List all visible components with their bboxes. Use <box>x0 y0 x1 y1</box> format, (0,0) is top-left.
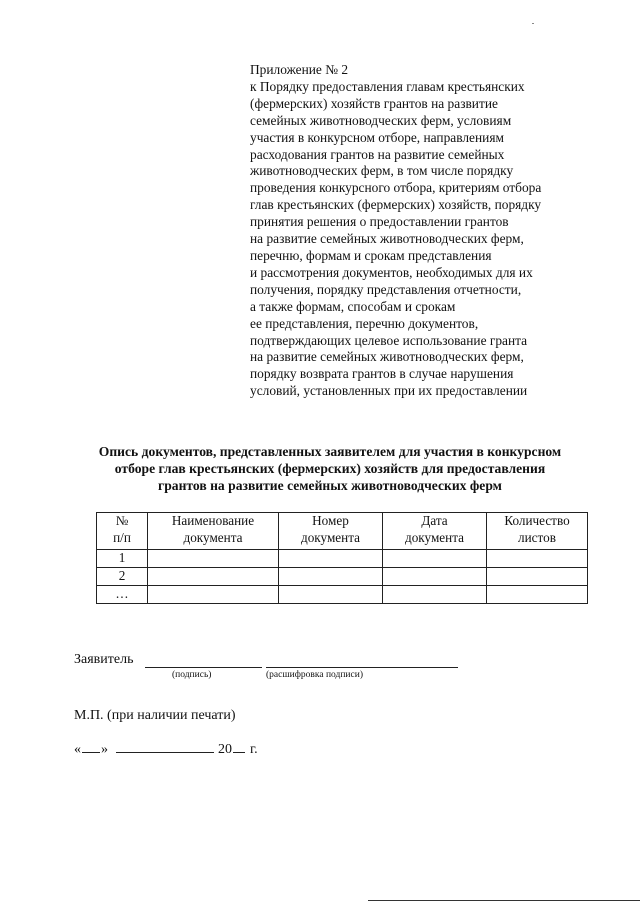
appendix-line: а также формам, способам и срокам <box>250 298 456 314</box>
header-line: № <box>115 513 129 528</box>
header-line: Наименование <box>171 513 255 528</box>
year-prefix: 20 <box>218 742 232 757</box>
appendix-number: Приложение № 2 <box>250 62 349 77</box>
sheet-count-cell[interactable] <box>487 568 588 586</box>
sheet-count-cell[interactable] <box>487 586 588 604</box>
header-line: листов <box>518 529 556 545</box>
date-close-quote: » <box>101 742 108 757</box>
header-line: Количество <box>504 513 570 528</box>
appendix-line: принятия решения о предоставлении грантов <box>250 214 509 230</box>
header-line: Дата <box>421 513 448 528</box>
header-line: документа <box>405 529 464 545</box>
appendix-line: порядку возврата грантов в случае нарушения <box>250 366 514 382</box>
document-inventory-table <box>96 512 588 604</box>
appendix-line: получения, порядку представления отчетности, <box>250 281 522 297</box>
appendix-line: перечню, формам и срокам представления <box>250 247 492 263</box>
appendix-line: расходования грантов на развитие семейных <box>250 146 505 162</box>
header-number <box>97 513 148 550</box>
page-edge-line <box>368 900 640 901</box>
appendix-line: на развитие семейных животноводческих ферм, <box>250 349 524 365</box>
signature-caption: (подпись) <box>172 670 212 680</box>
applicant-label: Заявитель <box>74 652 134 667</box>
stamp-note: М.П. (при наличии печати) <box>74 708 236 723</box>
appendix-line: и рассмотрения документов, необходимых для их <box>250 264 533 280</box>
header-document-name <box>148 513 279 550</box>
document-title <box>60 444 600 495</box>
document-date-cell[interactable] <box>383 550 487 568</box>
title-line: отборе глав крестьянских (фермерских) хозяйств для предоставления <box>114 460 546 476</box>
appendix-line: ее представления, перечню документов, <box>250 315 479 331</box>
signature-decoding-field[interactable] <box>266 667 458 668</box>
header-line: документа <box>183 529 243 545</box>
scan-mark <box>532 23 534 24</box>
appendix-line: глав крестьянских (фермерских) хозяйств, порядку <box>250 197 542 213</box>
appendix-line: подтверждающих целевое использование гранта <box>250 332 528 348</box>
table-header-row <box>97 513 588 550</box>
date-line <box>74 739 258 758</box>
header-line: Номер <box>312 513 349 528</box>
appendix-line: семейных животноводческих ферм, условиям <box>250 112 512 128</box>
day-field[interactable] <box>82 739 100 753</box>
document-date-cell[interactable] <box>383 586 487 604</box>
year-suffix: г. <box>250 742 258 757</box>
signature-field[interactable] <box>145 667 262 668</box>
title-line: грантов на развитие семейных животноводческих ферм <box>158 477 502 493</box>
document-name-cell[interactable] <box>148 550 279 568</box>
table-row <box>97 568 588 586</box>
header-line: п/п <box>113 529 131 545</box>
header-line: документа <box>301 529 360 545</box>
row-number-cell: … <box>97 586 148 604</box>
appendix-line: (фермерских) хозяйств грантов на развитие <box>250 95 498 111</box>
header-document-date <box>383 513 487 550</box>
appendix-line: на развитие семейных животноводческих ферм, <box>250 231 524 247</box>
table-row <box>97 586 588 604</box>
document-number-cell[interactable] <box>279 586 383 604</box>
year-field[interactable] <box>233 739 245 753</box>
appendix-header <box>250 62 590 400</box>
sheet-count-cell[interactable] <box>487 550 588 568</box>
document-name-cell[interactable] <box>148 586 279 604</box>
document-date-cell[interactable] <box>383 568 487 586</box>
header-sheet-count <box>487 513 588 550</box>
title-line: Опись документов, представленных заявителем для участия в конкурсном <box>98 444 562 459</box>
month-field[interactable] <box>116 739 214 753</box>
appendix-line: участия в конкурсном отборе, направлениям <box>250 129 504 145</box>
appendix-line: животноводческих ферм, в том числе порядку <box>250 163 514 179</box>
appendix-line: условий, установленных при их предоставлении <box>250 383 528 399</box>
signature-decoding-caption: (расшифровка подписи) <box>266 670 363 680</box>
document-name-cell[interactable] <box>148 568 279 586</box>
appendix-line: к Порядку предоставления главам крестьянских <box>250 78 525 94</box>
row-number-cell: 2 <box>97 568 148 586</box>
table-row <box>97 550 588 568</box>
document-number-cell[interactable] <box>279 550 383 568</box>
header-document-number <box>279 513 383 550</box>
document-number-cell[interactable] <box>279 568 383 586</box>
appendix-line: проведения конкурсного отбора, критериям отбора <box>250 180 542 196</box>
row-number-cell: 1 <box>97 550 148 568</box>
date-open-quote: « <box>74 742 81 757</box>
